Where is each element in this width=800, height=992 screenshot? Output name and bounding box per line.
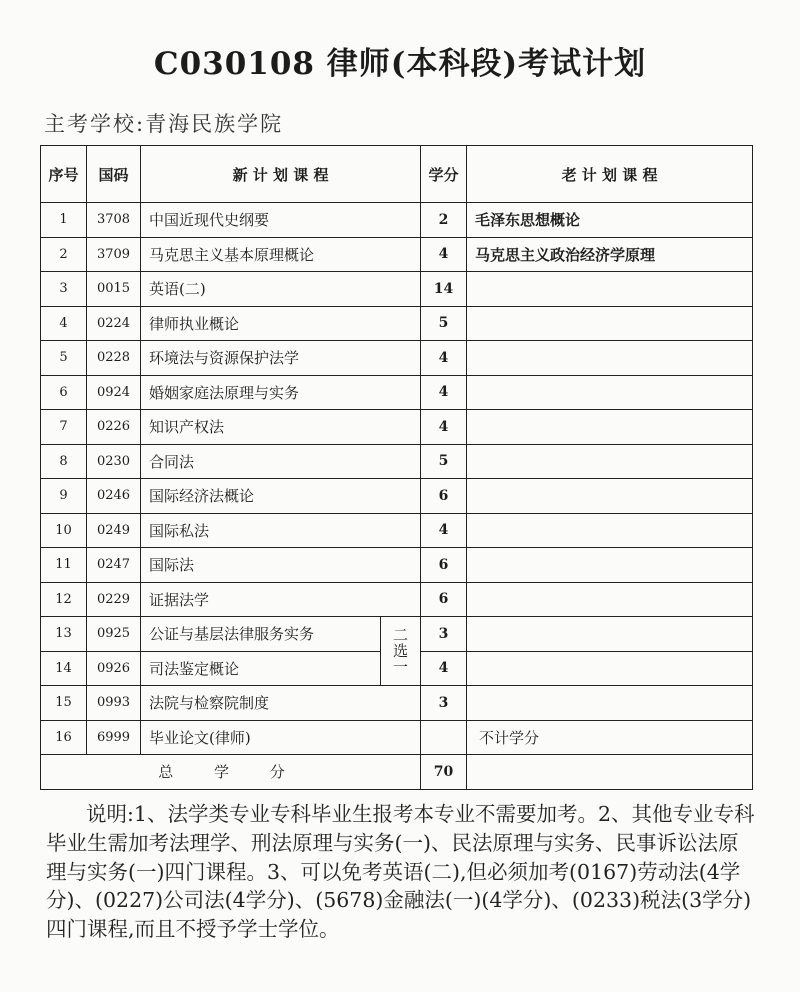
row-course-name: 公证与基层法律服务实务 bbox=[141, 617, 381, 652]
row-num: 4 bbox=[41, 306, 87, 341]
total-row bbox=[41, 755, 753, 790]
row-course-name: 法院与检察院制度 bbox=[141, 686, 421, 721]
row-code: 0224 bbox=[87, 306, 141, 341]
table-row bbox=[41, 410, 753, 445]
table-row bbox=[41, 375, 753, 410]
row-num: 13 bbox=[41, 617, 87, 652]
exam-plan-table bbox=[40, 145, 753, 790]
header-code: 国码 bbox=[87, 146, 141, 203]
row-credit: 6 bbox=[421, 479, 467, 514]
row-credit: 14 bbox=[421, 272, 467, 307]
total-empty-cell bbox=[467, 755, 753, 790]
row-course-name: 毕业论文(律师) bbox=[141, 720, 421, 755]
table-row bbox=[41, 686, 753, 721]
table-row bbox=[41, 203, 753, 238]
row-num: 12 bbox=[41, 582, 87, 617]
row-course-name: 律师执业概论 bbox=[141, 306, 421, 341]
row-course-name: 证据法学 bbox=[141, 582, 421, 617]
row-code: 0229 bbox=[87, 582, 141, 617]
row-course-name: 马克思主义基本原理概论 bbox=[141, 237, 421, 272]
row-old-course bbox=[467, 651, 753, 686]
row-old-course bbox=[467, 272, 753, 307]
row-code: 0924 bbox=[87, 375, 141, 410]
row-old-course bbox=[467, 513, 753, 548]
row-old-course bbox=[467, 375, 753, 410]
row-num: 6 bbox=[41, 375, 87, 410]
row-num: 8 bbox=[41, 444, 87, 479]
page-title: C030108 律师(本科段)考试计划 bbox=[153, 46, 647, 82]
row-code: 3709 bbox=[87, 237, 141, 272]
row-num: 3 bbox=[41, 272, 87, 307]
row-credit bbox=[421, 720, 467, 755]
row-credit: 4 bbox=[421, 375, 467, 410]
row-num: 11 bbox=[41, 548, 87, 583]
row-num: 16 bbox=[41, 720, 87, 755]
row-code: 0226 bbox=[87, 410, 141, 445]
header-new-course: 新 计 划 课 程 bbox=[141, 146, 421, 203]
row-credit: 5 bbox=[421, 306, 467, 341]
row-old-course bbox=[467, 686, 753, 721]
header-old-course: 老 计 划 课 程 bbox=[467, 146, 753, 203]
row-old-course: 毛泽东思想概论 bbox=[467, 203, 753, 238]
row-old-course bbox=[467, 444, 753, 479]
row-credit: 3 bbox=[421, 617, 467, 652]
row-course-name: 司法鉴定概论 bbox=[141, 651, 381, 686]
row-course-name: 合同法 bbox=[141, 444, 421, 479]
row-old-course bbox=[467, 410, 753, 445]
row-code: 0015 bbox=[87, 272, 141, 307]
explanation-note bbox=[46, 800, 758, 944]
row-course-name: 中国近现代史纲要 bbox=[141, 203, 421, 238]
table-row bbox=[41, 720, 753, 755]
row-code: 0230 bbox=[87, 444, 141, 479]
row-course-name: 国际经济法概论 bbox=[141, 479, 421, 514]
row-code: 0247 bbox=[87, 548, 141, 583]
row-old-course bbox=[467, 582, 753, 617]
exam-school: 主考学校:青海民族学院 bbox=[44, 112, 284, 136]
row-code: 0228 bbox=[87, 341, 141, 376]
row-code: 0925 bbox=[87, 617, 141, 652]
row-code: 3708 bbox=[87, 203, 141, 238]
total-credits-label: 总 学 分 bbox=[41, 755, 421, 790]
row-credit: 4 bbox=[421, 513, 467, 548]
row-course-name: 国际法 bbox=[141, 548, 421, 583]
table-row bbox=[41, 272, 753, 307]
row-credit: 4 bbox=[421, 410, 467, 445]
row-course-name: 国际私法 bbox=[141, 513, 421, 548]
table-row bbox=[41, 444, 753, 479]
table-row bbox=[41, 237, 753, 272]
row-credit: 4 bbox=[421, 237, 467, 272]
row-old-course bbox=[467, 617, 753, 652]
table-row bbox=[41, 582, 753, 617]
row-course-name: 知识产权法 bbox=[141, 410, 421, 445]
row-num: 10 bbox=[41, 513, 87, 548]
row-code: 0249 bbox=[87, 513, 141, 548]
note-label: 说明: bbox=[86, 802, 134, 826]
note-text: 1、法学类专业专科毕业生报考本专业不需要加考。2、其他专业专科毕业生需加考法理学、刑法原理与实务(一)、民法原理与实务、民事诉讼法原理与实务(一)四门课程。3、可以免考英语(二),但必须加考(0167)劳动法(4学分)、(0227)公司法(4学分)、(5678)金融法(一)(4学分)、(0233)税法(3学分)四门课程,而且不授予学士学位。 bbox=[46, 802, 755, 942]
table-header-row bbox=[41, 146, 753, 203]
row-code: 0926 bbox=[87, 651, 141, 686]
row-old-course: 不计学分 bbox=[467, 720, 753, 755]
row-num: 15 bbox=[41, 686, 87, 721]
table-row bbox=[41, 617, 753, 652]
total-credits-value: 70 bbox=[421, 755, 467, 790]
header-num: 序号 bbox=[41, 146, 87, 203]
table-row bbox=[41, 306, 753, 341]
row-credit: 4 bbox=[421, 651, 467, 686]
row-credit: 5 bbox=[421, 444, 467, 479]
row-num: 5 bbox=[41, 341, 87, 376]
row-old-course bbox=[467, 548, 753, 583]
table-row bbox=[41, 341, 753, 376]
row-course-name: 环境法与资源保护法学 bbox=[141, 341, 421, 376]
row-credit: 3 bbox=[421, 686, 467, 721]
table-row bbox=[41, 548, 753, 583]
table-row bbox=[41, 479, 753, 514]
elective-note-text: 二选一 bbox=[392, 626, 408, 676]
row-code: 0993 bbox=[87, 686, 141, 721]
elective-choice-note bbox=[381, 617, 421, 686]
row-old-course bbox=[467, 341, 753, 376]
row-old-course bbox=[467, 479, 753, 514]
row-code: 6999 bbox=[87, 720, 141, 755]
header-credit: 学分 bbox=[421, 146, 467, 203]
row-num: 1 bbox=[41, 203, 87, 238]
row-num: 2 bbox=[41, 237, 87, 272]
row-credit: 4 bbox=[421, 341, 467, 376]
row-num: 9 bbox=[41, 479, 87, 514]
row-credit: 6 bbox=[421, 582, 467, 617]
row-course-name: 英语(二) bbox=[141, 272, 421, 307]
row-code: 0246 bbox=[87, 479, 141, 514]
row-old-course: 马克思主义政治经济学原理 bbox=[467, 237, 753, 272]
table-row bbox=[41, 513, 753, 548]
row-credit: 6 bbox=[421, 548, 467, 583]
row-num: 14 bbox=[41, 651, 87, 686]
row-num: 7 bbox=[41, 410, 87, 445]
row-course-name: 婚姻家庭法原理与实务 bbox=[141, 375, 421, 410]
row-old-course bbox=[467, 306, 753, 341]
row-credit: 2 bbox=[421, 203, 467, 238]
